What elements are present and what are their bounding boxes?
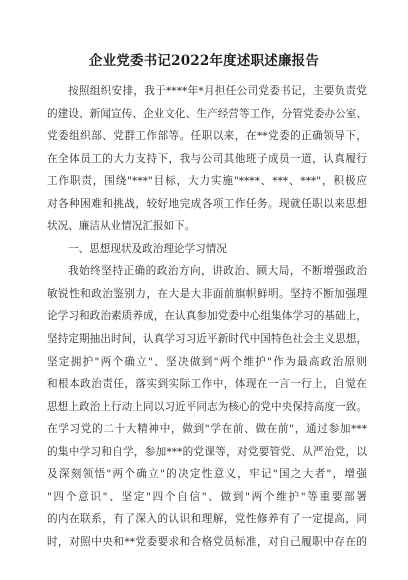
paragraph-line: 论学习和政治素质养成，在认真参加党委中心组集体学习的基础上， [47,310,367,323]
paragraph-line: 时，对照中央和**党委要求和合格党员标准，对自己履职中存在的 [47,535,367,548]
paragraph-line: 思想上政治上行动上同以习近平同志为核心的党中央保持高度一致。 [47,400,367,413]
paragraph-line: 对各种困难和挑战，较好地完成各项工作任务。现就任职以来思想 [47,197,367,210]
paragraph-line: 工作职责，围绕"***"目标，大力实施"****、***、***"，积极应 [47,175,367,188]
paragraph-line: 的集中学习和自学，参加***的党课等，对党要管党、从严治党，以 [47,445,367,458]
document-body [47,80,367,553]
paragraph-line: 坚持定期抽出时间，认真学习习近平新时代中国特色社会主义思想， [47,333,367,346]
paragraph-line: 坚定拥护"两个确立"、坚决做到"两个维护"作为最高政治原则 [47,355,367,368]
paragraph-line: 及深刻领悟"两个确立"的决定性意义，牢记"国之大者"，增强 [47,468,367,481]
paragraph-line: 的建设、新闻宣传、企业文化、生产经营等工作，分管党委办公室、 [47,107,367,120]
document-title: 企业党委书记2022年度述职述廉报告 [88,53,320,69]
paragraph-line: "四个意识"、坚定"四个自信"、做到"两个维护"等重要部署 [47,490,367,503]
paragraph-line: 的内在联系，有了深入的认识和理解，党性修养有了一定提高，同 [47,513,367,526]
paragraph-line: 党委组织部、党群工作部等。任职以来，在**党委的正确领导下， [47,130,367,143]
paragraph-line: 按照组织安排，我于****年*月担任公司党委书记，主要负责党 [68,85,367,97]
paragraph-line: 状况、廉洁从业情况汇报如下。 [47,220,196,233]
paragraph-line: 我始终坚持正确的政治方向，讲政治、顾大局，不断增强政治 [68,265,367,278]
paragraph-line: 在全体员工的大力支持下，我与公司其他班子成员一道，认真履行 [47,152,367,165]
paragraph-line: 和根本政治责任，落实到实际工作中，体现在一言一行上，自觉在 [47,378,367,391]
paragraph-line: 敏锐性和政治鉴别力，在大是大非面前旗帜鲜明。坚持不断加强理 [47,287,367,300]
section-heading: 一、思想现状及政治理论学习情况 [68,242,227,255]
paragraph-line: 在学习党的二十大精神中，做到"学在前、做在前"，通过参加*** [47,423,367,436]
